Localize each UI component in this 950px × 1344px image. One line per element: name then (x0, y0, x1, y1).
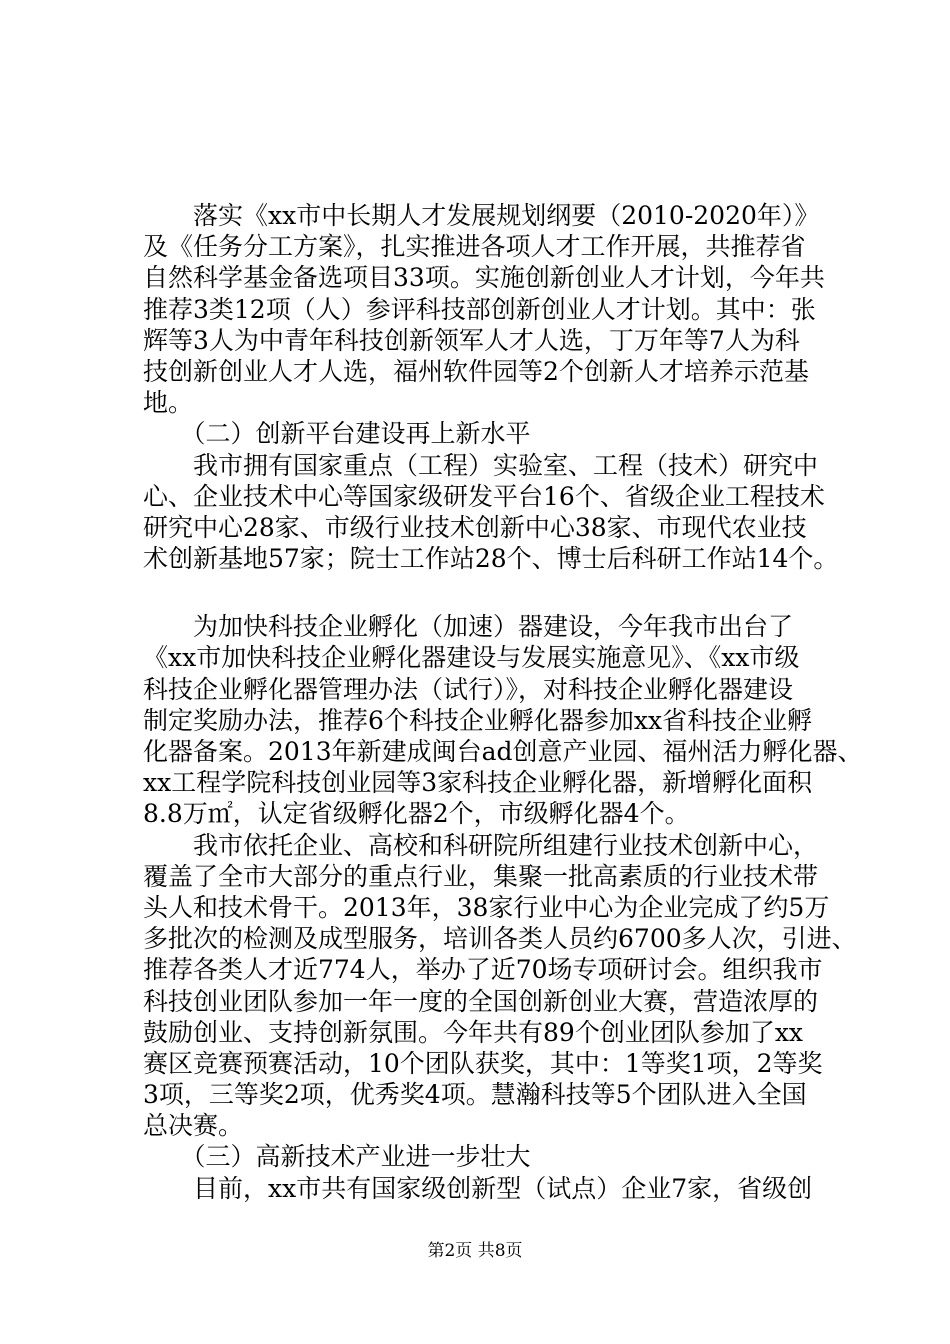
text-line: 赛区竞赛预赛活动，10个团队获奖，其中：1等奖1项，2等奖 (143, 1048, 823, 1078)
text-line: 为加快科技企业孵化（加速）器建设，今年我市出台了 (143, 612, 794, 642)
text-line: 技创新创业人才人选，福州软件园等2个创新人才培养示范基 (143, 356, 809, 386)
text-line: 我市拥有国家重点（工程）实验室、工程（技术）研究中 (143, 450, 819, 480)
text-line: 头人和技术骨干。2013年，38家行业中心为企业完成了约5万 (143, 892, 830, 922)
paragraph-gap (143, 574, 823, 611)
text-line: 多批次的检测及成型服务，培训各类人员约6700多人次，引进、 (143, 924, 857, 954)
section-heading: （三）高新技术产业进一步壮大 (143, 1142, 531, 1172)
text-line: 及《任务分工方案》，扎实推进各项人才工作开展，共推荐省 (143, 232, 806, 262)
text-line: 目前，xx市共有国家级创新型（试点）企业7家，省级创 (143, 1173, 813, 1203)
text-line: 自然科学基金备选项目33项。实施创新创业人才计划，今年共 (143, 263, 825, 293)
text-line: 3项，三等奖2项，优秀奖4项。慧瀚科技等5个团队进入全国 (143, 1080, 807, 1110)
page-number-footer: 第2页 共8页 (427, 1241, 523, 1261)
document-body (143, 200, 863, 1204)
text-line: 辉等3人为中青年科技创新领军人才人选，丁万年等7人为科 (143, 325, 800, 355)
text-line: 总决赛。 (143, 1111, 244, 1141)
text-line: 制定奖励办法，推荐6个科技企业孵化器参加xx省科技企业孵 (143, 705, 813, 735)
text-line: 心、企业技术中心等国家级研发平台16个、省级企业工程技术 (143, 481, 825, 511)
text-line: 鼓励创业、支持创新氛围。今年共有89个创业团队参加了xx (143, 1017, 804, 1047)
text-line: 覆盖了全市大部分的重点行业，集聚一批高素质的行业技术带 (143, 861, 819, 891)
text-line: 术创新基地57家；院士工作站28个、博士后科研工作站14个。 (143, 544, 839, 574)
text-line: 科技创业团队参加一年一度的全国创新创业大赛，营造浓厚的 (143, 986, 819, 1016)
text-line: 科技企业孵化器管理办法（试行）》，对科技企业孵化器建设 (143, 674, 794, 704)
text-line: 落实《xx市中长期人才发展规划纲要（2010-2020年）》 (143, 201, 820, 230)
text-line: 化器备案。2013年新建成闽台ad创意产业园、福州活力孵化器、 (143, 737, 863, 766)
text-line: 地。 (143, 388, 194, 418)
text-line: xx工程学院科技创业园等3家科技企业孵化器，新增孵化面积 (143, 768, 813, 798)
section-heading: （二）创新平台建设再上新水平 (143, 419, 531, 449)
text-line: 推荐3类12项（人）参评科技部创新创业人才计划。其中：张 (143, 294, 816, 324)
text-line: 推荐各类人才近774人，举办了近70场专项研讨会。组织我市 (143, 955, 823, 985)
text-line: 我市依托企业、高校和科研院所组建行业技术创新中心， (143, 830, 819, 860)
text-line: 研究中心28家、市级行业技术创新中心38家、市现代农业技 (143, 512, 807, 542)
text-line: 8.8万㎡，认定省级孵化器2个，市级孵化器4个。 (143, 799, 690, 829)
text-line: 《xx市加快科技企业孵化器建设与发展实施意见》、《xx市级 (143, 643, 800, 673)
